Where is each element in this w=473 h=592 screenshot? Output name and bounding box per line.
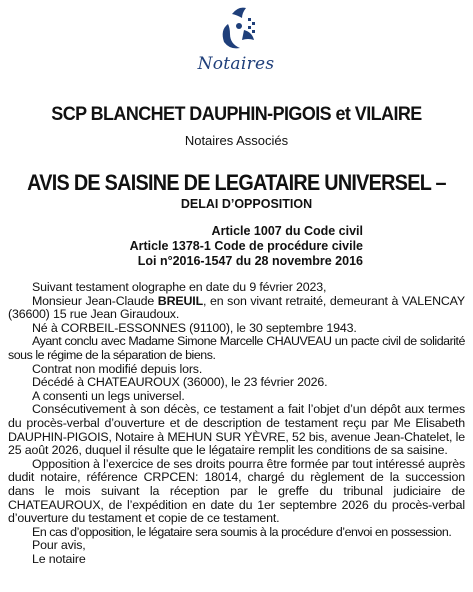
- paragraph: Pour avis,: [32, 538, 86, 553]
- notice-subtitle: DELAI D’OPPOSITION: [180, 197, 313, 211]
- paragraph: A consenti un legs universel.: [32, 388, 185, 403]
- notice-title: AVIS DE SAISINE DE LEGATAIRE UNIVERSEL –: [27, 170, 446, 195]
- paragraph: Ayant conclu avec Madame Simone Marcelle CHAUVEAU un pacte civil de solidarité sous le régime de la séparation de biens.: [8, 334, 465, 362]
- paragraph: Consécutivement à son décès, ce testament a fait l’objet d’un dépôt aux termes du procès-verbal d’ouverture et de description de testament reçu par Me Elisabeth DAUPHIN-PIGOIS, Notaire à MEHUN SUR YÈVRE, 52 bis, avenue Jean-Chatelet, le 25 août 2026, duquel il résulte que le légataire remplit les conditions de sa saisine.: [8, 402, 465, 458]
- paragraph: Suivant testament olographe en date du 9 février 2023,: [32, 280, 327, 294]
- deceased-name: BREUIL: [157, 293, 203, 308]
- notice-body: [8, 281, 465, 566]
- notaires-logo: [186, 4, 286, 76]
- logo-text: Notaires: [197, 54, 275, 74]
- paragraph: [8, 295, 465, 322]
- paragraph: Contrat non modifié depuis lors.: [32, 361, 203, 376]
- paragraph: Opposition à l’exercice de ses droits pourra être formée par tout intéressé auprès dudit notaire, référence CRPCEN: 18014, chargé du règlement de la succession dans le mois suivant la réception par le greffe du tribunal judiciaire de CHATEAUROUX, de l’expédition en date du 1er septembre 2026 du procès-verbal d’ouverture du testament et copie de ce testament.: [8, 456, 465, 526]
- paragraph: En cas d’opposition, le légataire sera soumis à la procédure d’envoi en possession.: [32, 524, 452, 539]
- notaires-emblem-icon: [206, 4, 266, 54]
- paragraph: Décédé à CHATEAUROUX (36000), le 23 février 2026.: [32, 375, 328, 390]
- paragraph-text: Monsieur Jean-Claude: [32, 293, 158, 308]
- legal-reference: Article 1378-1 Code de procédure civile: [129, 239, 363, 253]
- firm-name: SCP BLANCHET DAUPHIN-PIGOIS et VILAIRE: [51, 103, 422, 125]
- paragraph: Né à CORBEIL-ESSONNES (91100), le 30 septembre 1943.: [32, 320, 357, 335]
- paragraph-text: , en son vivant retraité, demeurant à VALENCAY (36600) 15 rue Jean Giraudoux.: [8, 293, 465, 322]
- legal-reference: Article 1007 du Code civil: [211, 224, 363, 238]
- legal-references: [130, 224, 363, 269]
- legal-reference: Loi n°2016-1547 du 28 novembre 2016: [137, 254, 363, 268]
- firm-subtitle: Notaires Associés: [184, 133, 289, 148]
- paragraph: Le notaire: [32, 551, 86, 566]
